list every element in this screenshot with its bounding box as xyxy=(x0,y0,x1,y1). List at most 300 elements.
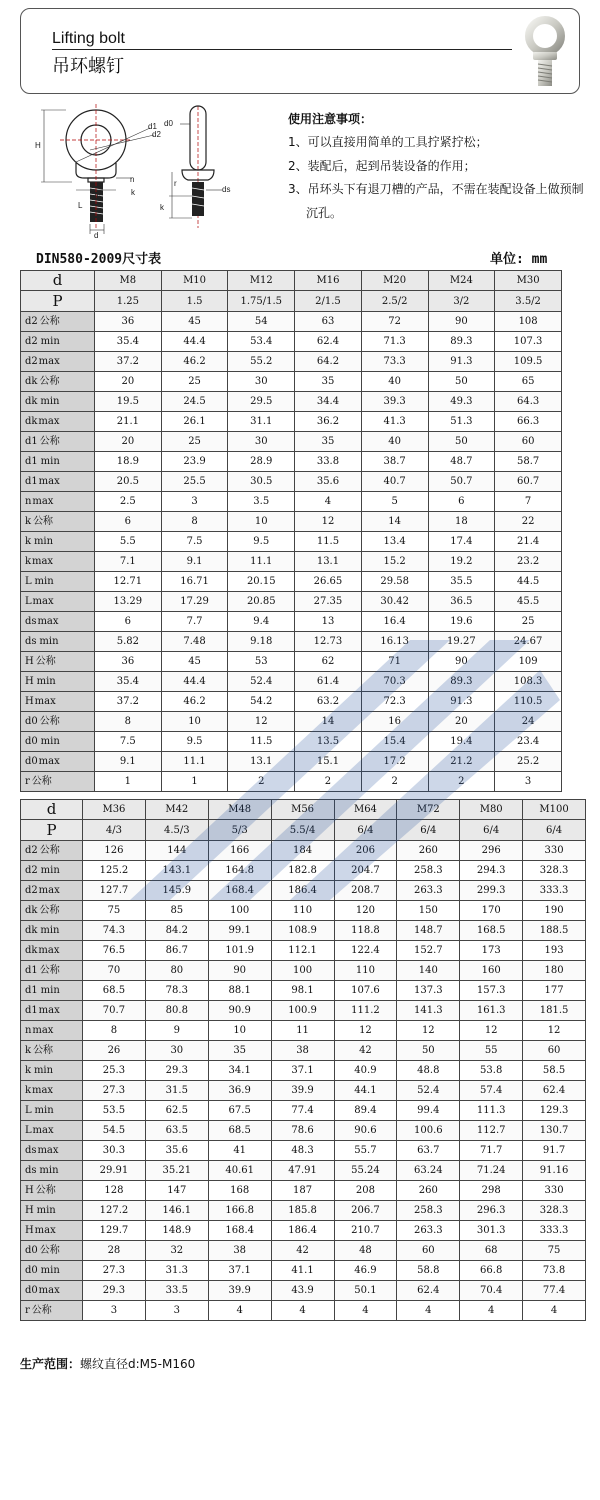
value-cell: 34.1 xyxy=(208,1061,271,1081)
size-cell: M80 xyxy=(460,800,523,820)
value-cell: 19.5 xyxy=(95,392,162,412)
value-cell: 19.2 xyxy=(428,552,495,572)
value-cell: 29.58 xyxy=(361,572,428,592)
value-cell: 19.4 xyxy=(428,732,495,752)
eye-bolt-photo-icon xyxy=(520,14,570,90)
value-cell: 100 xyxy=(208,901,271,921)
value-cell: 50 xyxy=(397,1041,460,1061)
value-cell: 182.8 xyxy=(271,861,334,881)
size-cell: M48 xyxy=(208,800,271,820)
table-row xyxy=(21,592,562,612)
value-cell: 86.7 xyxy=(145,941,208,961)
value-cell: 71.24 xyxy=(460,1161,523,1181)
value-cell: 9.1 xyxy=(95,752,162,772)
value-cell: 45 xyxy=(161,312,228,332)
value-cell: 53.4 xyxy=(228,332,295,352)
value-cell: 51.3 xyxy=(428,412,495,432)
value-cell: 16.4 xyxy=(361,612,428,632)
value-cell: 125.2 xyxy=(83,861,146,881)
value-cell: 36.9 xyxy=(208,1081,271,1101)
value-cell: 204.7 xyxy=(334,861,397,881)
value-cell: 263.3 xyxy=(397,1221,460,1241)
value-cell: 148.9 xyxy=(145,1221,208,1241)
value-cell: 100 xyxy=(271,961,334,981)
row-label-qualifier: 公称 xyxy=(33,1045,54,1056)
value-cell: 68.5 xyxy=(83,981,146,1001)
production-range-value: 螺纹直径d:M5-M160 xyxy=(80,1357,196,1371)
row-label-cell xyxy=(21,1201,83,1221)
row-label-qualifier: 公称 xyxy=(39,905,60,916)
row-label-param: d2 xyxy=(25,865,38,876)
table-row xyxy=(21,1281,586,1301)
dim-label-ds: ds xyxy=(222,185,231,194)
value-cell: 210.7 xyxy=(334,1221,397,1241)
value-cell: 35.6 xyxy=(145,1141,208,1161)
row-label-param: d2 xyxy=(25,356,38,367)
size-cell: M24 xyxy=(428,271,495,291)
value-cell: 62 xyxy=(295,652,362,672)
row-label-qualifier: max xyxy=(34,696,56,707)
value-cell: 60.7 xyxy=(495,472,562,492)
table-row xyxy=(21,732,562,752)
pitch-cell: 5.5/4 xyxy=(271,820,334,841)
value-cell: 33.8 xyxy=(295,452,362,472)
row-label-param: d0 xyxy=(25,1245,38,1256)
value-cell: 166.8 xyxy=(208,1201,271,1221)
row-label-qualifier: max xyxy=(38,476,60,487)
size-cell: M10 xyxy=(161,271,228,291)
table-row xyxy=(21,512,562,532)
pitch-cell: 6/4 xyxy=(397,820,460,841)
value-cell: 29.5 xyxy=(228,392,295,412)
row-label-qualifier: 公称 xyxy=(39,716,60,727)
value-cell: 17.4 xyxy=(428,532,495,552)
table-row xyxy=(21,672,562,692)
value-cell: 120 xyxy=(334,901,397,921)
value-cell: 4 xyxy=(295,492,362,512)
value-cell: 206 xyxy=(334,841,397,861)
value-cell: 10 xyxy=(161,712,228,732)
value-cell: 71.7 xyxy=(460,1141,523,1161)
note-item: 1、可以直接用简单的工具拧紧拧松； xyxy=(288,135,488,150)
dim-label-k-side: k xyxy=(160,203,164,212)
value-cell: 190 xyxy=(523,901,586,921)
value-cell: 68.5 xyxy=(208,1121,271,1141)
value-cell: 127.7 xyxy=(83,881,146,901)
row-label-qualifier: min xyxy=(40,925,60,936)
value-cell: 6 xyxy=(95,512,162,532)
size-cell: M56 xyxy=(271,800,334,820)
row-label-cell xyxy=(21,1081,83,1101)
value-cell: 39.3 xyxy=(361,392,428,412)
row-label-param: L xyxy=(25,1105,32,1116)
row-label-qualifier: 公称 xyxy=(39,376,60,387)
value-cell: 44.4 xyxy=(161,332,228,352)
value-cell: 70.7 xyxy=(83,1001,146,1021)
value-cell: 41.1 xyxy=(271,1261,334,1281)
value-cell: 12.71 xyxy=(95,572,162,592)
value-cell: 28 xyxy=(83,1241,146,1261)
row-label-cell xyxy=(21,921,83,941)
value-cell: 112.1 xyxy=(271,941,334,961)
row-label-qualifier: max xyxy=(32,1125,54,1136)
row-label-cell xyxy=(21,332,95,352)
value-cell: 20 xyxy=(95,372,162,392)
value-cell: 54 xyxy=(228,312,295,332)
row-label-param: d2 xyxy=(25,845,38,856)
table-row xyxy=(21,1261,586,1281)
value-cell: 107.3 xyxy=(495,332,562,352)
value-cell: 147 xyxy=(145,1181,208,1201)
row-label-param: d1 xyxy=(25,985,38,996)
pitch-header-cell: P xyxy=(21,291,95,312)
value-cell: 18.9 xyxy=(95,452,162,472)
table-row xyxy=(21,432,562,452)
value-cell: 70 xyxy=(83,961,146,981)
table-caption: DIN580-2009尺寸表 xyxy=(36,252,162,267)
value-cell: 91.7 xyxy=(523,1141,586,1161)
dim-label-k: k xyxy=(131,188,135,197)
value-cell: 186.4 xyxy=(271,1221,334,1241)
value-cell: 164.8 xyxy=(208,861,271,881)
value-cell: 47.91 xyxy=(271,1161,334,1181)
value-cell: 144 xyxy=(145,841,208,861)
header-box xyxy=(20,8,580,94)
value-cell: 58.7 xyxy=(495,452,562,472)
value-cell: 48.7 xyxy=(428,452,495,472)
value-cell: 41 xyxy=(208,1141,271,1161)
row-label-param: d2 xyxy=(25,316,38,327)
value-cell: 166 xyxy=(208,841,271,861)
value-cell: 37.2 xyxy=(95,692,162,712)
value-cell: 35.5 xyxy=(428,572,495,592)
table-row xyxy=(21,352,562,372)
value-cell: 31.1 xyxy=(228,412,295,432)
row-label-qualifier: max xyxy=(32,1025,54,1036)
value-cell: 13 xyxy=(295,612,362,632)
value-cell: 108 xyxy=(495,312,562,332)
row-label-qualifier: 公称 xyxy=(31,1305,52,1316)
row-label-param: H xyxy=(25,656,34,667)
value-cell: 25 xyxy=(161,432,228,452)
value-cell: 71.3 xyxy=(361,332,428,352)
value-cell: 39.9 xyxy=(208,1281,271,1301)
value-cell: 294.3 xyxy=(460,861,523,881)
row-label-param: dk xyxy=(25,376,38,387)
value-cell: 78.6 xyxy=(271,1121,334,1141)
row-label-cell xyxy=(21,1121,83,1141)
dim-label-r: r xyxy=(174,179,177,188)
value-cell: 110.5 xyxy=(495,692,562,712)
row-label-cell xyxy=(21,532,95,552)
row-label-qualifier: max xyxy=(38,945,60,956)
pitch-cell: 2.5/2 xyxy=(361,291,428,312)
row-label-param: ds xyxy=(25,616,37,627)
value-cell: 150 xyxy=(397,901,460,921)
row-label-cell xyxy=(21,1101,83,1121)
row-label-qualifier: max xyxy=(38,885,60,896)
value-cell: 22 xyxy=(495,512,562,532)
value-cell: 90.6 xyxy=(334,1121,397,1141)
value-cell: 29.3 xyxy=(83,1281,146,1301)
value-cell: 7.1 xyxy=(95,552,162,572)
value-cell: 74.3 xyxy=(83,921,146,941)
row-label-cell xyxy=(21,1301,83,1321)
value-cell: 91.3 xyxy=(428,352,495,372)
value-cell: 6 xyxy=(95,612,162,632)
row-label-cell xyxy=(21,492,95,512)
value-cell: 110 xyxy=(271,901,334,921)
value-cell: 17.29 xyxy=(161,592,228,612)
row-label-param: ds xyxy=(25,1145,37,1156)
table-row xyxy=(21,572,562,592)
size-header-row xyxy=(21,800,586,820)
value-cell: 37.2 xyxy=(95,352,162,372)
row-label-cell xyxy=(21,612,95,632)
value-cell: 35.4 xyxy=(95,672,162,692)
row-label-qualifier: 公称 xyxy=(31,776,52,787)
value-cell: 50.1 xyxy=(334,1281,397,1301)
value-cell: 3 xyxy=(83,1301,146,1321)
value-cell: 5.82 xyxy=(95,632,162,652)
value-cell: 46.2 xyxy=(161,692,228,712)
value-cell: 42 xyxy=(334,1041,397,1061)
pitch-cell: 6/4 xyxy=(460,820,523,841)
row-label-cell xyxy=(21,1281,83,1301)
value-cell: 64.3 xyxy=(495,392,562,412)
dim-label-L: L xyxy=(78,201,83,210)
row-label-qualifier: min xyxy=(33,536,54,547)
value-cell: 53 xyxy=(228,652,295,672)
value-cell: 55 xyxy=(460,1041,523,1061)
size-cell: M36 xyxy=(83,800,146,820)
row-label-param: dk xyxy=(25,905,38,916)
value-cell: 85 xyxy=(145,901,208,921)
value-cell: 55.7 xyxy=(334,1141,397,1161)
value-cell: 17.2 xyxy=(361,752,428,772)
row-label-param: H xyxy=(25,676,34,687)
row-label-param: k xyxy=(25,556,32,567)
value-cell: 26.65 xyxy=(295,572,362,592)
row-label-param: r xyxy=(25,1305,30,1316)
value-cell: 41.3 xyxy=(361,412,428,432)
table-row xyxy=(21,772,562,792)
value-cell: 129.3 xyxy=(523,1101,586,1121)
value-cell: 36 xyxy=(95,652,162,672)
value-cell: 258.3 xyxy=(397,861,460,881)
table-row xyxy=(21,492,562,512)
value-cell: 55.24 xyxy=(334,1161,397,1181)
size-header-cell: d xyxy=(21,800,83,820)
value-cell: 126 xyxy=(83,841,146,861)
row-label-qualifier: max xyxy=(38,756,60,767)
row-label-cell xyxy=(21,1261,83,1281)
row-label-cell xyxy=(21,981,83,1001)
value-cell: 18 xyxy=(428,512,495,532)
usage-notes xyxy=(288,108,588,225)
value-cell: 260 xyxy=(397,841,460,861)
value-cell: 73.3 xyxy=(361,352,428,372)
value-cell: 107.6 xyxy=(334,981,397,1001)
value-cell: 40 xyxy=(361,372,428,392)
table-row xyxy=(21,941,586,961)
value-cell: 50 xyxy=(428,372,495,392)
dim-label-d0: d0 xyxy=(164,119,173,128)
value-cell: 12 xyxy=(228,712,295,732)
value-cell: 20.15 xyxy=(228,572,295,592)
value-cell: 333.3 xyxy=(523,881,586,901)
value-cell: 57.4 xyxy=(460,1081,523,1101)
value-cell: 12.73 xyxy=(295,632,362,652)
value-cell: 9.1 xyxy=(161,552,228,572)
value-cell: 141.3 xyxy=(397,1001,460,1021)
row-label-qualifier: max xyxy=(38,1285,60,1296)
value-cell: 20 xyxy=(95,432,162,452)
row-label-cell xyxy=(21,672,95,692)
row-label-cell xyxy=(21,432,95,452)
value-cell: 3 xyxy=(145,1301,208,1321)
table-row xyxy=(21,532,562,552)
row-label-qualifier: max xyxy=(32,496,54,507)
row-label-cell xyxy=(21,592,95,612)
size-cell: M8 xyxy=(95,271,162,291)
row-label-qualifier: min xyxy=(36,676,56,687)
table-row xyxy=(21,1001,586,1021)
row-label-cell xyxy=(21,452,95,472)
dim-label-d: d xyxy=(94,231,99,240)
row-label-qualifier: max xyxy=(31,1085,54,1096)
value-cell: 44.4 xyxy=(161,672,228,692)
note-item: 3、吊环头下有退刀槽的产品，不需在装配设备上做预制沉孔。 xyxy=(288,182,584,220)
value-cell: 14 xyxy=(295,712,362,732)
value-cell: 54.2 xyxy=(228,692,295,712)
value-cell: 8 xyxy=(95,712,162,732)
value-cell: 12 xyxy=(295,512,362,532)
row-label-param: dk xyxy=(25,416,38,427)
size-cell: M72 xyxy=(397,800,460,820)
value-cell: 30 xyxy=(228,372,295,392)
table-row xyxy=(21,1241,586,1261)
size-cell: M42 xyxy=(145,800,208,820)
value-cell: 13.1 xyxy=(295,552,362,572)
value-cell: 112.7 xyxy=(460,1121,523,1141)
value-cell: 188.5 xyxy=(523,921,586,941)
value-cell: 36.5 xyxy=(428,592,495,612)
row-label-qualifier: min xyxy=(40,736,60,747)
value-cell: 77.4 xyxy=(271,1101,334,1121)
row-label-cell xyxy=(21,472,95,492)
size-header-cell: d xyxy=(21,271,95,291)
value-cell: 45 xyxy=(161,652,228,672)
row-label-param: d1 xyxy=(25,456,38,467)
value-cell: 62.5 xyxy=(145,1101,208,1121)
value-cell: 63 xyxy=(295,312,362,332)
row-label-param: d2 xyxy=(25,336,38,347)
value-cell: 13.1 xyxy=(228,752,295,772)
production-range xyxy=(20,1355,195,1372)
value-cell: 13.5 xyxy=(295,732,362,752)
row-label-cell xyxy=(21,1241,83,1261)
value-cell: 206.7 xyxy=(334,1201,397,1221)
row-label-cell xyxy=(21,392,95,412)
value-cell: 258.3 xyxy=(397,1201,460,1221)
value-cell: 27.3 xyxy=(83,1081,146,1101)
row-label-cell xyxy=(21,552,95,572)
title-english: Lifting bolt xyxy=(52,30,125,47)
table-row xyxy=(21,881,586,901)
value-cell: 30.3 xyxy=(83,1141,146,1161)
size-cell: M12 xyxy=(228,271,295,291)
value-cell: 157.3 xyxy=(460,981,523,1001)
value-cell: 140 xyxy=(397,961,460,981)
value-cell: 66.8 xyxy=(460,1261,523,1281)
value-cell: 19.6 xyxy=(428,612,495,632)
value-cell: 152.7 xyxy=(397,941,460,961)
value-cell: 35 xyxy=(208,1041,271,1061)
value-cell: 127.2 xyxy=(83,1201,146,1221)
value-cell: 40.9 xyxy=(334,1061,397,1081)
value-cell: 15.1 xyxy=(295,752,362,772)
value-cell: 299.3 xyxy=(460,881,523,901)
value-cell: 68 xyxy=(460,1241,523,1261)
size-cell: M16 xyxy=(295,271,362,291)
row-label-cell xyxy=(21,692,95,712)
value-cell: 58.8 xyxy=(397,1261,460,1281)
value-cell: 40.7 xyxy=(361,472,428,492)
size-cell: M20 xyxy=(361,271,428,291)
value-cell: 80 xyxy=(145,961,208,981)
row-label-param: d1 xyxy=(25,965,38,976)
value-cell: 168.4 xyxy=(208,881,271,901)
notes-title: 使用注意事项： xyxy=(288,112,373,126)
value-cell: 143.1 xyxy=(145,861,208,881)
row-label-param: d1 xyxy=(25,436,38,447)
value-cell: 21.1 xyxy=(95,412,162,432)
value-cell: 35.4 xyxy=(95,332,162,352)
table-row xyxy=(21,1141,586,1161)
value-cell: 7.7 xyxy=(161,612,228,632)
row-label-param: n xyxy=(25,1025,32,1036)
pitch-cell: 2/1.5 xyxy=(295,291,362,312)
table-row xyxy=(21,552,562,572)
pitch-cell: 3/2 xyxy=(428,291,495,312)
row-label-qualifier: min xyxy=(40,336,60,347)
row-label-param: ds xyxy=(25,636,37,647)
table-row xyxy=(21,412,562,432)
value-cell: 50.7 xyxy=(428,472,495,492)
value-cell: 2 xyxy=(361,772,428,792)
value-cell: 25 xyxy=(161,372,228,392)
value-cell: 44.1 xyxy=(334,1081,397,1101)
value-cell: 24.5 xyxy=(161,392,228,412)
row-label-param: k xyxy=(25,516,32,527)
value-cell: 63.2 xyxy=(295,692,362,712)
size-cell: M30 xyxy=(495,271,562,291)
value-cell: 11.5 xyxy=(295,532,362,552)
value-cell: 36 xyxy=(95,312,162,332)
row-label-qualifier: max xyxy=(38,1005,60,1016)
value-cell: 62.4 xyxy=(295,332,362,352)
value-cell: 30.42 xyxy=(361,592,428,612)
value-cell: 25.5 xyxy=(161,472,228,492)
row-label-qualifier: min xyxy=(39,1165,59,1176)
value-cell: 45.5 xyxy=(495,592,562,612)
value-cell: 19.27 xyxy=(428,632,495,652)
value-cell: 9.5 xyxy=(161,732,228,752)
pitch-cell: 1.25 xyxy=(95,291,162,312)
row-label-param: d2 xyxy=(25,885,38,896)
value-cell: 99.4 xyxy=(397,1101,460,1121)
